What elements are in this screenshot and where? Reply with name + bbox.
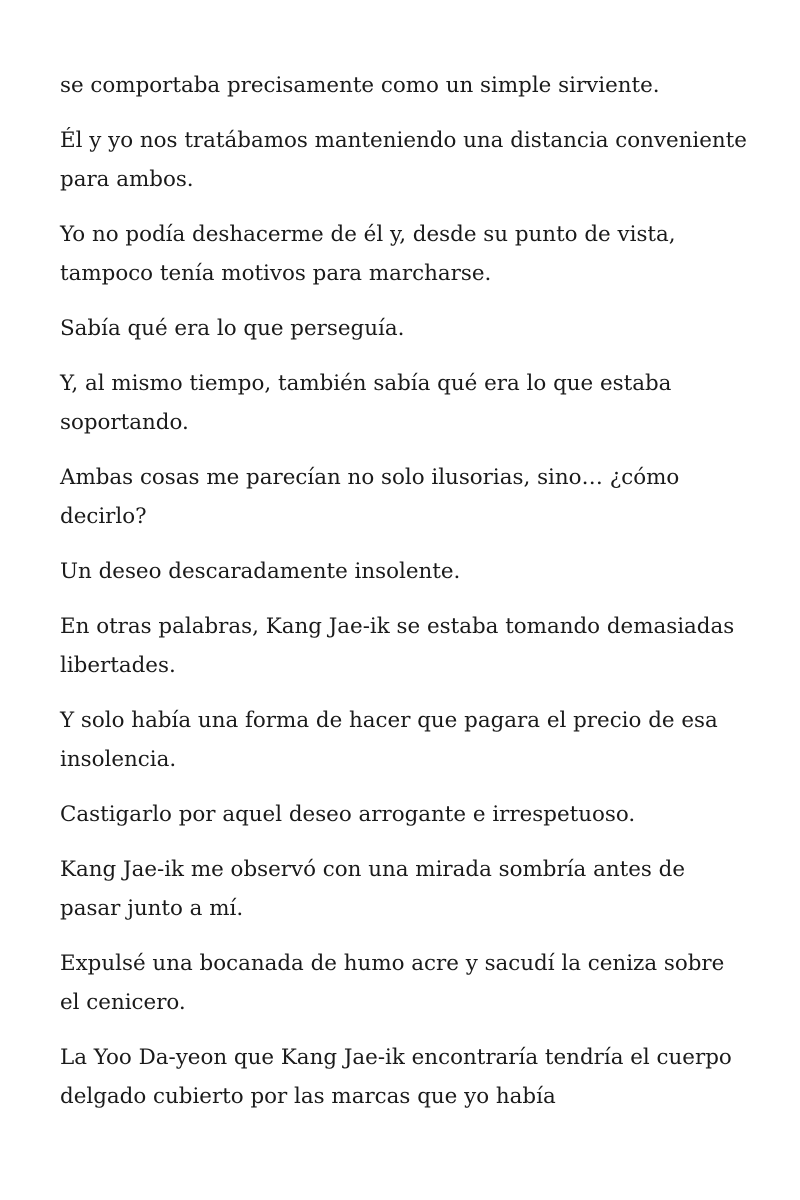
paragraph: Y, al mismo tiempo, también sabía qué era lo que estaba soportando. [60, 371, 672, 435]
paragraph: Y solo había una forma de hacer que pagara el precio de esa insolencia. [60, 708, 718, 772]
paragraph: Él y yo nos tratábamos manteniendo una distancia conveniente para ambos. [60, 128, 747, 192]
paragraph: Castigarlo por aquel deseo arrogante e irrespetuoso. [60, 802, 636, 827]
paragraph: se comportaba precisamente como un simple sirviente. [60, 73, 660, 98]
paragraph: La Yoo Da-yeon que Kang Jae-ik encontraría tendría el cuerpo delgado cubierto por las marcas que yo había [60, 1045, 732, 1109]
paragraph: En otras palabras, Kang Jae-ik se estaba tomando demasiadas libertades. [60, 614, 735, 678]
document-body [60, 66, 750, 1132]
paragraph: Ambas cosas me parecían no solo ilusorias, sino… ¿cómo decirlo? [60, 465, 680, 529]
paragraph: Kang Jae-ik me observó con una mirada sombría antes de pasar junto a mí. [60, 857, 686, 921]
paragraph: Sabía qué era lo que perseguía. [60, 316, 405, 341]
paragraph: Expulsé una bocanada de humo acre y sacudí la ceniza sobre el cenicero. [60, 951, 725, 1015]
paragraph: Un deseo descaradamente insolente. [60, 559, 461, 584]
paragraph: Yo no podía deshacerme de él y, desde su punto de vista, tampoco tenía motivos para marcharse. [60, 222, 676, 286]
